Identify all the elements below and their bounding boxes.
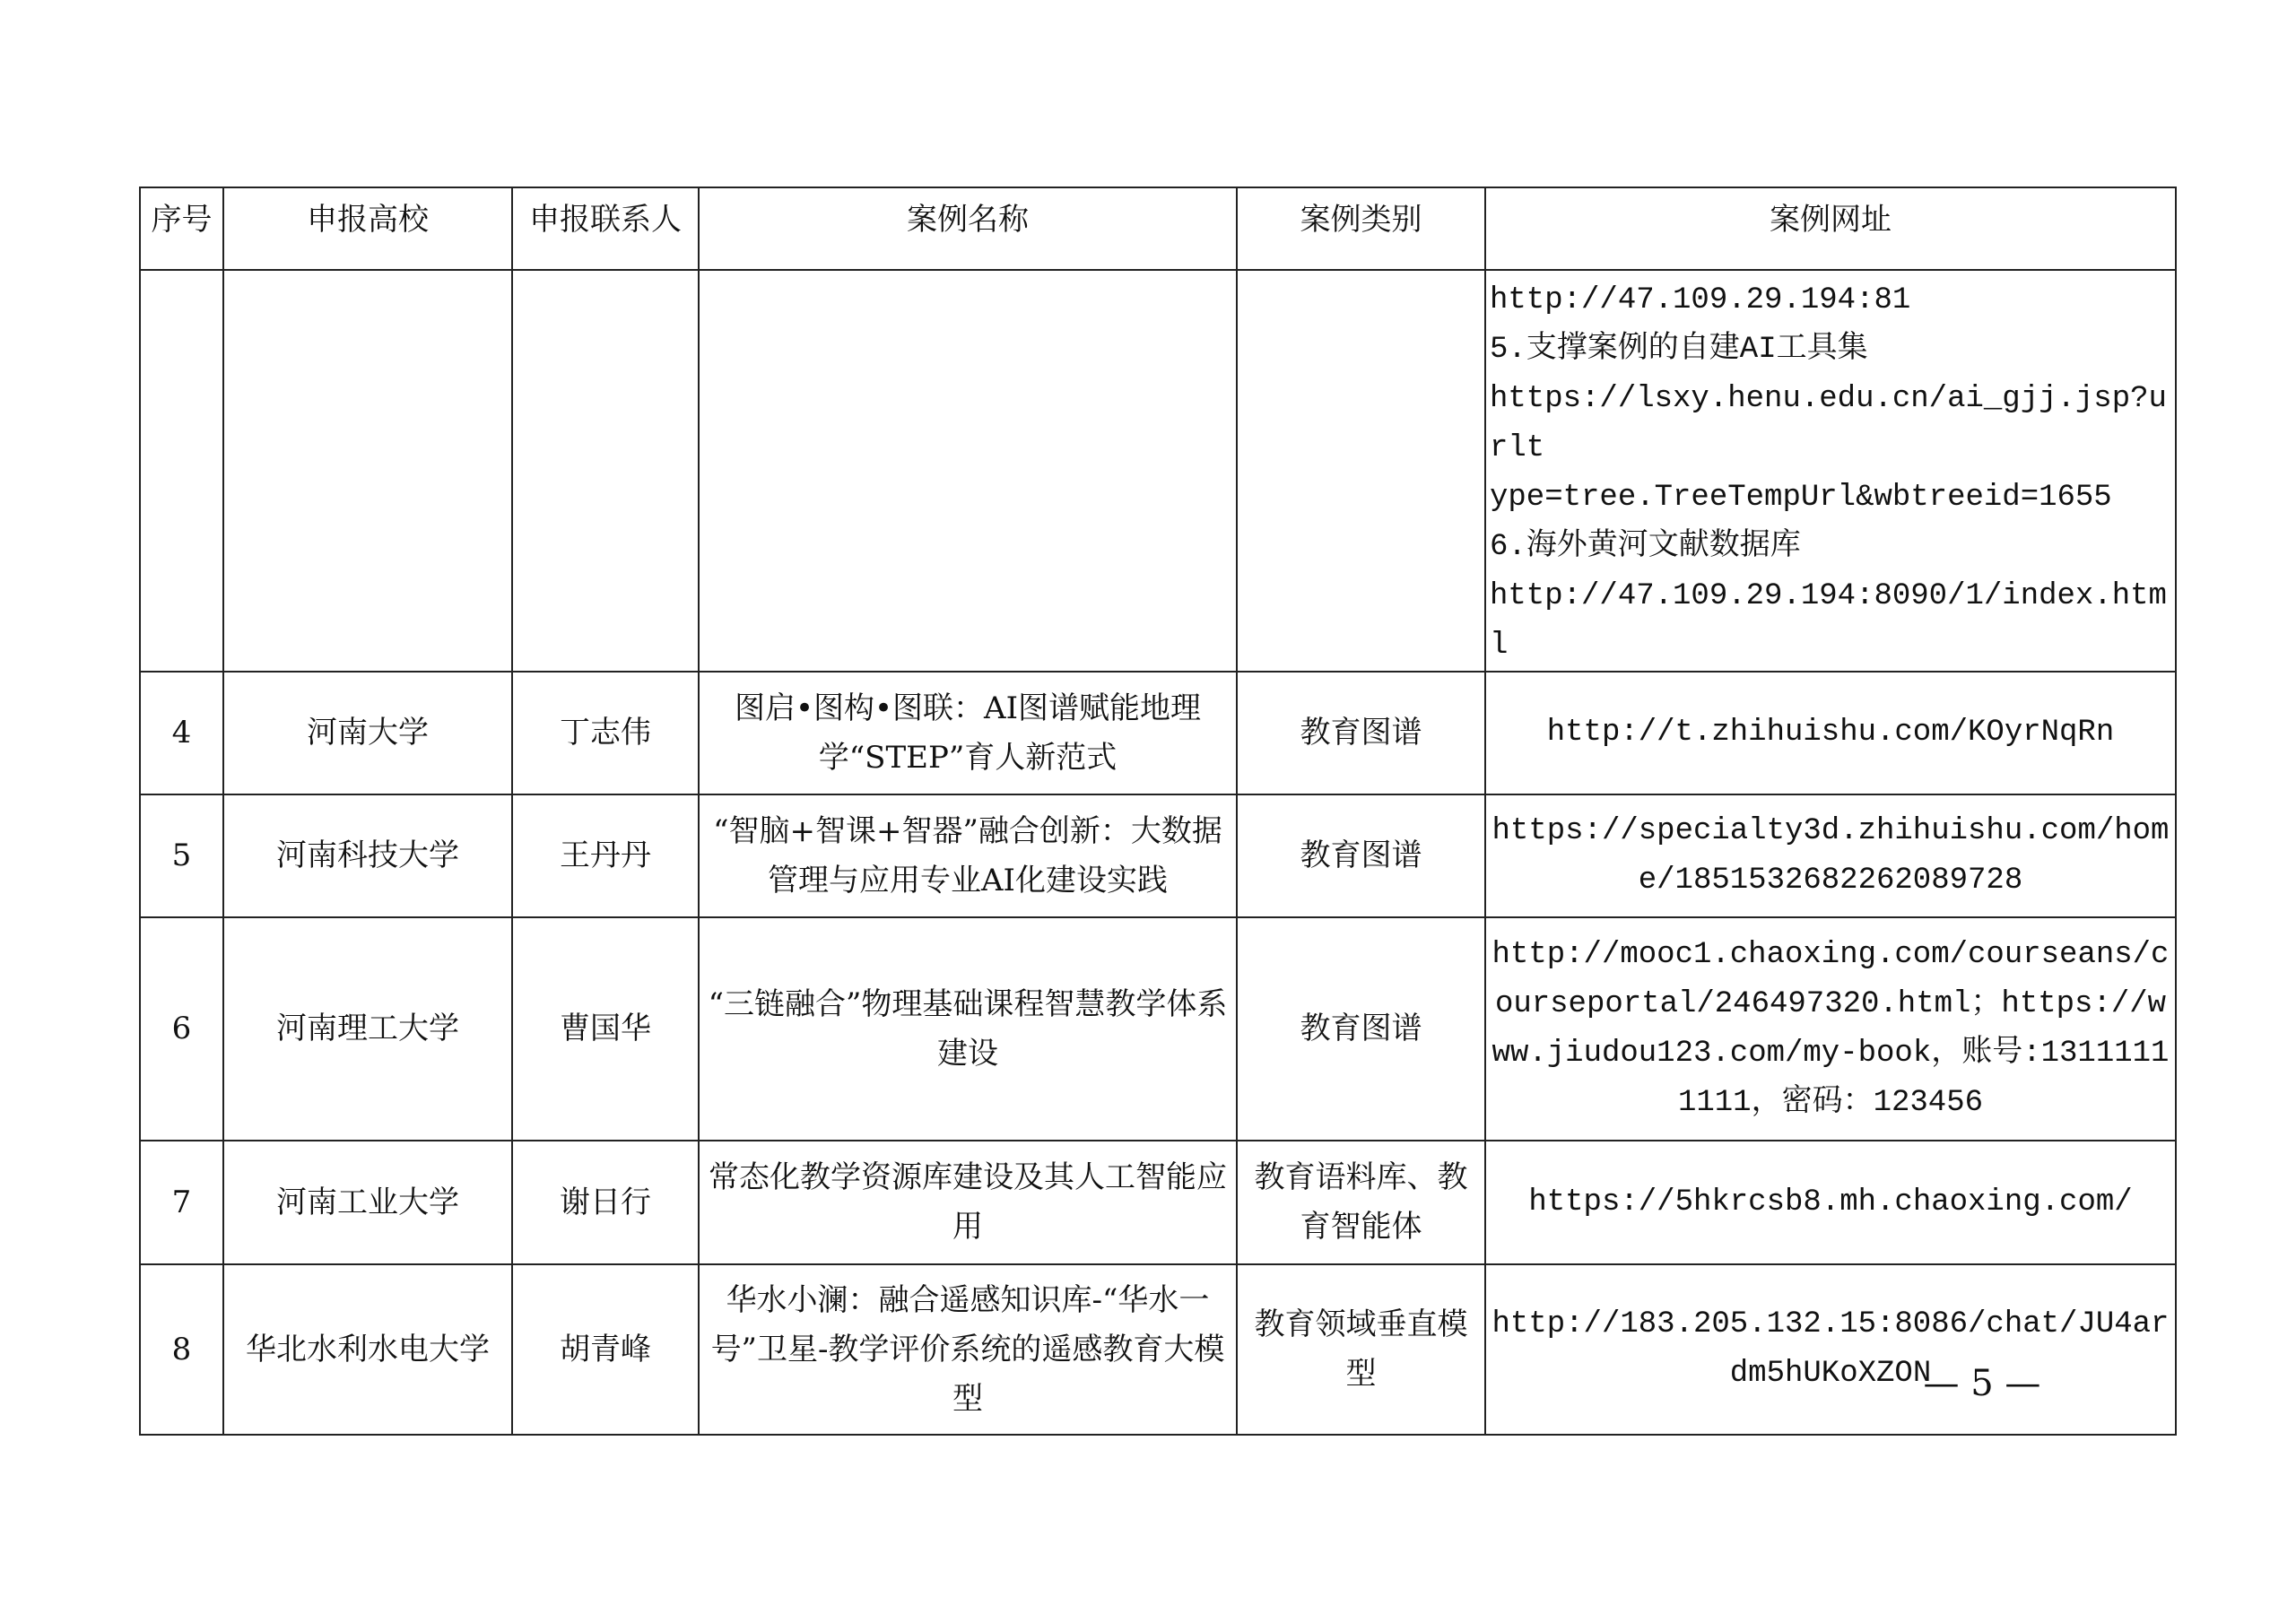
header-case-name: 案例名称 — [699, 187, 1237, 270]
table-row — [140, 672, 2176, 794]
url-line[interactable]: http://47.109.29.194:81 — [1490, 283, 1911, 317]
table-row — [140, 1264, 2176, 1435]
cell-url[interactable]: http://t.zhihuishu.com/KOyrNqRn — [1485, 672, 2176, 794]
header-url: 案例网址 — [1485, 187, 2176, 270]
page-number: — 5 — — [1923, 1363, 2041, 1404]
cell-school: 河南工业大学 — [223, 1141, 512, 1264]
cell-no-empty — [140, 270, 223, 672]
cell-url[interactable]: http://183.205.132.15:8086/chat/JU4ardm5hUKoXZON — [1485, 1264, 2176, 1435]
cell-category: 教育领域垂直模型 — [1237, 1264, 1485, 1435]
cell-url[interactable]: https://5hkrcsb8.mh.chaoxing.com/ — [1485, 1141, 2176, 1264]
cell-no: 5 — [140, 794, 223, 917]
table-row-continued — [140, 270, 2176, 672]
header-contact: 申报联系人 — [512, 187, 699, 270]
cell-case-name: 常态化教学资源库建设及其人工智能应用 — [699, 1141, 1237, 1264]
url-line[interactable]: ype=tree.TreeTempUrl&wbtreeid=1655 — [1490, 481, 2112, 515]
cell-contact: 王丹丹 — [512, 794, 699, 917]
cell-case-name: 图启•图构•图联：AI图谱赋能地理学“STEP”育人新范式 — [699, 672, 1237, 794]
cell-no: 6 — [140, 917, 223, 1141]
cell-category: 教育语料库、教育智能体 — [1237, 1141, 1485, 1264]
cell-contact: 曹国华 — [512, 917, 699, 1141]
cell-case-name-empty — [699, 270, 1237, 672]
cell-school: 华北水利水电大学 — [223, 1264, 512, 1435]
url-line[interactable]: https://lsxy.henu.edu.cn/ai_gjj.jsp?urlt — [1490, 382, 2167, 465]
cell-school: 河南理工大学 — [223, 917, 512, 1141]
cell-case-name: “三链融合”物理基础课程智慧教学体系建设 — [699, 917, 1237, 1141]
cell-url-continued — [1485, 270, 2176, 672]
url-line-label: 5.支撑案例的自建AI工具集 — [1490, 333, 1868, 367]
cell-category: 教育图谱 — [1237, 794, 1485, 917]
url-line-label: 6.海外黄河文献数据库 — [1490, 530, 1801, 564]
cell-contact: 胡青峰 — [512, 1264, 699, 1435]
cell-url[interactable]: https://specialty3d.zhihuishu.com/home/1851532682262089728 — [1485, 794, 2176, 917]
cell-case-name: 华水小澜：融合遥感知识库-“华水一号”卫星-教学评价系统的遥感教育大模型 — [699, 1264, 1237, 1435]
cell-no: 8 — [140, 1264, 223, 1435]
cell-contact: 谢日行 — [512, 1141, 699, 1264]
header-school: 申报高校 — [223, 187, 512, 270]
cell-school-empty — [223, 270, 512, 672]
cell-category: 教育图谱 — [1237, 917, 1485, 1141]
cell-contact: 丁志伟 — [512, 672, 699, 794]
cell-case-name: “智脑+智课+智器”融合创新：大数据管理与应用专业AI化建设实践 — [699, 794, 1237, 917]
table-row — [140, 1141, 2176, 1264]
case-table — [139, 187, 2177, 1436]
url-line[interactable]: http://47.109.29.194:8090/1/index.html — [1490, 579, 2167, 663]
cell-school: 河南大学 — [223, 672, 512, 794]
cell-no: 7 — [140, 1141, 223, 1264]
header-serial-no: 序号 — [140, 187, 223, 270]
cell-school: 河南科技大学 — [223, 794, 512, 917]
cell-no: 4 — [140, 672, 223, 794]
header-category: 案例类别 — [1237, 187, 1485, 270]
table-header-row — [140, 187, 2176, 270]
cell-category: 教育图谱 — [1237, 672, 1485, 794]
cell-contact-empty — [512, 270, 699, 672]
table-row — [140, 794, 2176, 917]
cell-category-empty — [1237, 270, 1485, 672]
table-row — [140, 917, 2176, 1141]
cell-url[interactable]: http://mooc1.chaoxing.com/courseans/courseportal/246497320.html；https://www.jiudou123.com/my-book，账号:13111111111，密码：123456 — [1485, 917, 2176, 1141]
